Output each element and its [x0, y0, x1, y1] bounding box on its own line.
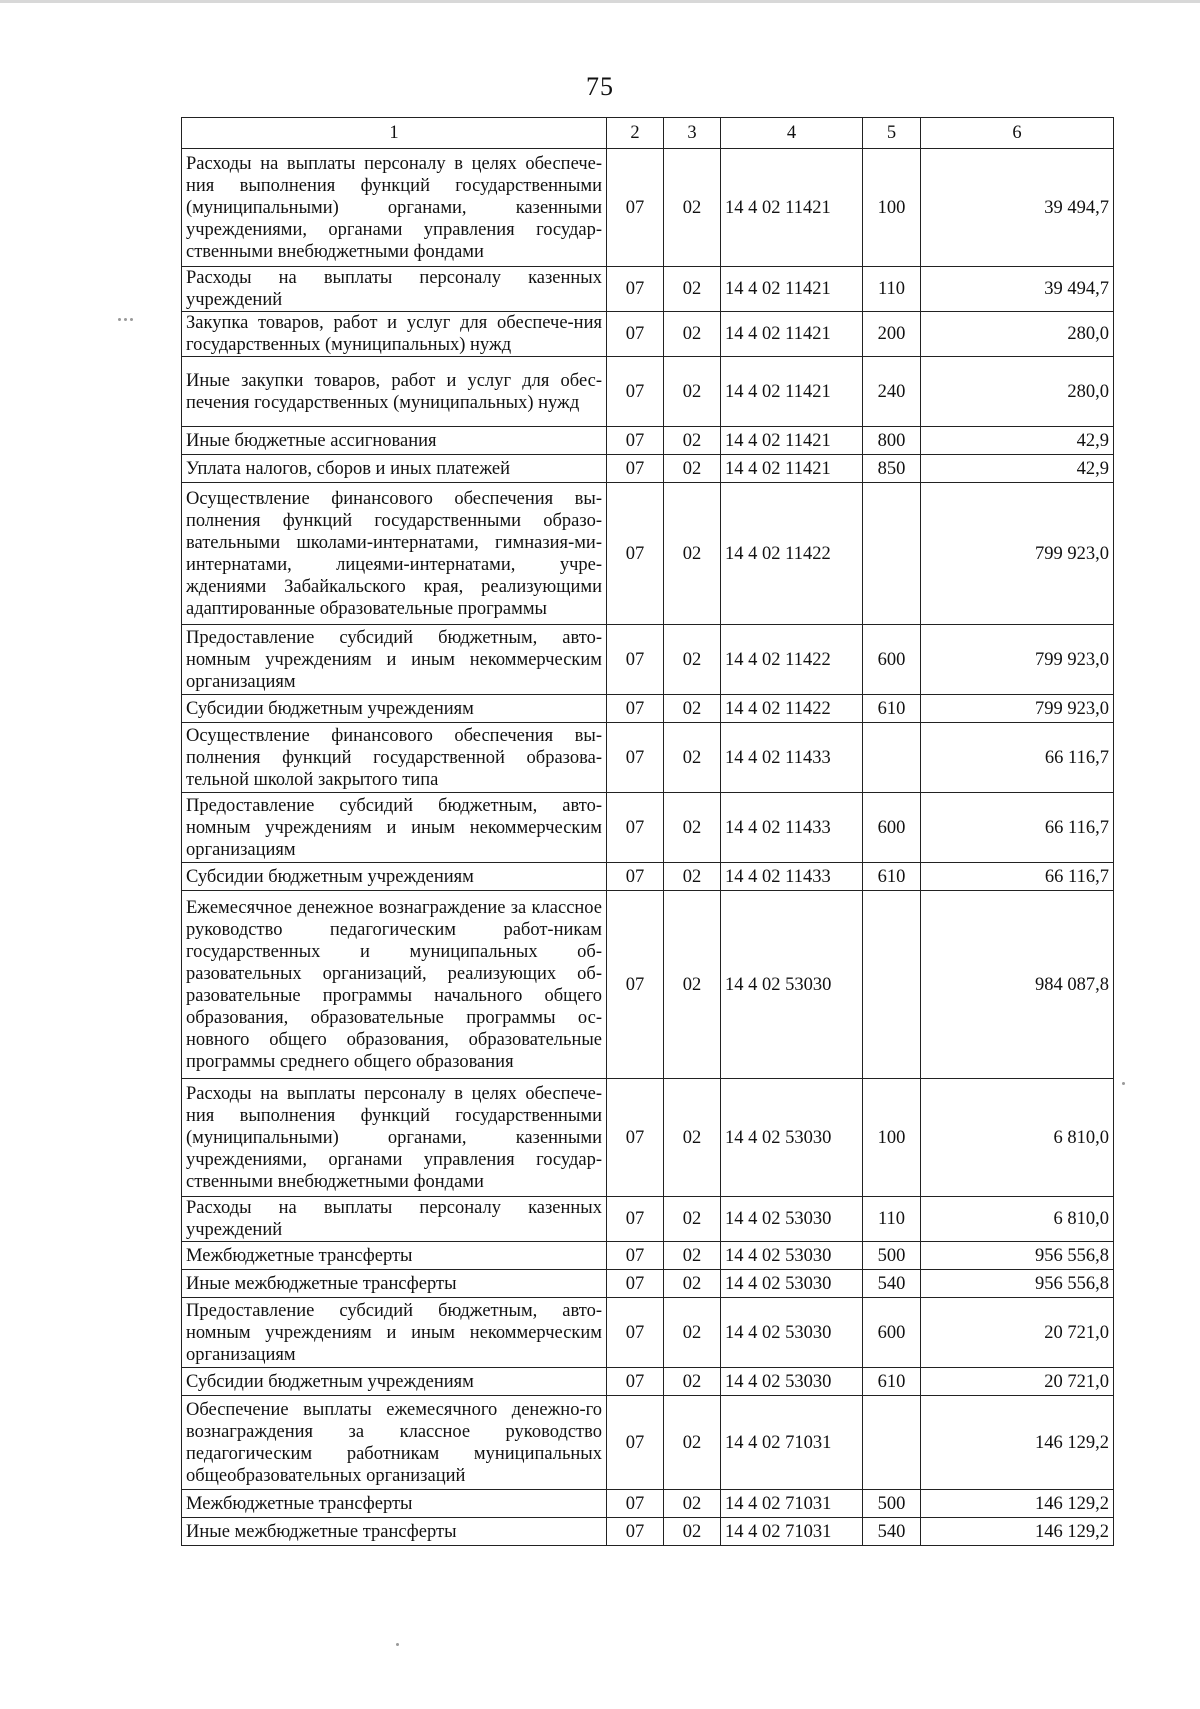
row-expense-type: 600 [863, 625, 921, 695]
row-target-article: 14 4 02 11433 [721, 793, 863, 863]
row-target-article: 14 4 02 11421 [721, 427, 863, 455]
row-expense-type: 110 [863, 1197, 921, 1242]
row-amount: 42,9 [921, 427, 1114, 455]
row-name: Иные закупки товаров, работ и услуг для обес-печения государственных (муниципальных) нужд [182, 357, 607, 427]
row-amount: 799 923,0 [921, 625, 1114, 695]
row-target-article: 14 4 02 11422 [721, 695, 863, 723]
row-expense-type: 600 [863, 1298, 921, 1368]
row-target-article: 14 4 02 11421 [721, 312, 863, 357]
row-section: 07 [607, 625, 664, 695]
header-col-6: 6 [921, 118, 1114, 149]
row-target-article: 14 4 02 11433 [721, 723, 863, 793]
table-row [182, 1518, 1114, 1546]
row-name: Предоставление субсидий бюджетным, авто-номным учреждениям и иным некоммерческим организациям [182, 625, 607, 695]
header-row [182, 118, 1114, 149]
row-name: Расходы на выплаты персоналу казенных учреждений [182, 267, 607, 312]
table-row [182, 891, 1114, 1079]
row-section: 07 [607, 793, 664, 863]
row-name: Осуществление финансового обеспечения вы-полнения функций государственной образова-тельной школой закрытого типа [182, 723, 607, 793]
row-subsection: 02 [664, 267, 721, 312]
row-subsection: 02 [664, 1197, 721, 1242]
table-row [182, 723, 1114, 793]
table-row [182, 863, 1114, 891]
row-amount: 66 116,7 [921, 723, 1114, 793]
header-col-4: 4 [721, 118, 863, 149]
row-subsection: 02 [664, 1368, 721, 1396]
row-section: 07 [607, 1270, 664, 1298]
row-target-article: 14 4 02 11422 [721, 625, 863, 695]
row-name: Межбюджетные трансферты [182, 1490, 607, 1518]
table-row [182, 1490, 1114, 1518]
table-row [182, 1298, 1114, 1368]
row-name: Обеспечение выплаты ежемесячного денежно-го вознаграждения за классное руководство педагогическим работникам муниципальных общеобразовательных организаций [182, 1396, 607, 1490]
table-row [182, 149, 1114, 267]
table-row [182, 1368, 1114, 1396]
table-row [182, 1396, 1114, 1490]
row-target-article: 14 4 02 53030 [721, 1298, 863, 1368]
table-row [182, 427, 1114, 455]
row-amount: 146 129,2 [921, 1518, 1114, 1546]
table-row [182, 455, 1114, 483]
row-target-article: 14 4 02 53030 [721, 1242, 863, 1270]
row-section: 07 [607, 1518, 664, 1546]
row-section: 07 [607, 723, 664, 793]
row-name: Субсидии бюджетным учреждениям [182, 863, 607, 891]
row-section: 07 [607, 1396, 664, 1490]
row-name: Расходы на выплаты персоналу казенных учреждений [182, 1197, 607, 1242]
table-row [182, 625, 1114, 695]
row-section: 07 [607, 1242, 664, 1270]
scan-speck [118, 318, 121, 321]
row-subsection: 02 [664, 793, 721, 863]
row-subsection: 02 [664, 455, 721, 483]
row-amount: 20 721,0 [921, 1298, 1114, 1368]
row-subsection: 02 [664, 357, 721, 427]
row-expense-type: 100 [863, 149, 921, 267]
header-col-2: 2 [607, 118, 664, 149]
row-target-article: 14 4 02 11433 [721, 863, 863, 891]
row-target-article: 14 4 02 11421 [721, 455, 863, 483]
row-name: Предоставление субсидий бюджетным, авто-номным учреждениям и иным некоммерческим организациям [182, 793, 607, 863]
header-col-5: 5 [863, 118, 921, 149]
row-subsection: 02 [664, 1270, 721, 1298]
table-row [182, 357, 1114, 427]
row-subsection: 02 [664, 1490, 721, 1518]
row-expense-type [863, 723, 921, 793]
row-subsection: 02 [664, 1242, 721, 1270]
row-target-article: 14 4 02 53030 [721, 1270, 863, 1298]
row-name: Иные бюджетные ассигнования [182, 427, 607, 455]
row-amount: 6 810,0 [921, 1079, 1114, 1197]
row-amount: 956 556,8 [921, 1270, 1114, 1298]
row-expense-type: 600 [863, 793, 921, 863]
row-section: 07 [607, 1197, 664, 1242]
row-expense-type: 500 [863, 1490, 921, 1518]
table-row [182, 267, 1114, 312]
table-header [182, 118, 1114, 149]
row-subsection: 02 [664, 723, 721, 793]
row-amount: 66 116,7 [921, 863, 1114, 891]
row-subsection: 02 [664, 1396, 721, 1490]
row-amount: 280,0 [921, 312, 1114, 357]
table-row [182, 695, 1114, 723]
row-subsection: 02 [664, 312, 721, 357]
row-expense-type [863, 1396, 921, 1490]
row-amount: 146 129,2 [921, 1490, 1114, 1518]
row-name: Расходы на выплаты персоналу в целях обеспече-ния выполнения функций государственными (муниципальными) органами, казенными учреждениями, органами управления государ-ственными внебюджетными фондами [182, 1079, 607, 1197]
row-name: Расходы на выплаты персоналу в целях обеспече-ния выполнения функций государственными (муниципальными) органами, казенными учреждениями, органами управления государ-ственными внебюджетными фондами [182, 149, 607, 267]
row-section: 07 [607, 312, 664, 357]
row-amount: 956 556,8 [921, 1242, 1114, 1270]
row-name: Ежемесячное денежное вознаграждение за классное руководство педагогическим работ-никам государственных и муниципальных об-разовательных организаций, реализующих об-разовательные программы начального общего образования, образовательные программы ос-новного общего образования, образовательные программы среднего общего образования [182, 891, 607, 1079]
row-expense-type: 800 [863, 427, 921, 455]
row-amount: 39 494,7 [921, 149, 1114, 267]
scan-speck [396, 1643, 399, 1646]
row-expense-type: 240 [863, 357, 921, 427]
row-target-article: 14 4 02 71031 [721, 1518, 863, 1546]
row-amount: 39 494,7 [921, 267, 1114, 312]
row-target-article: 14 4 02 71031 [721, 1490, 863, 1518]
row-name: Межбюджетные трансферты [182, 1242, 607, 1270]
table-row [182, 1079, 1114, 1197]
row-amount: 66 116,7 [921, 793, 1114, 863]
row-expense-type: 200 [863, 312, 921, 357]
row-target-article: 14 4 02 53030 [721, 1079, 863, 1197]
row-amount: 6 810,0 [921, 1197, 1114, 1242]
row-subsection: 02 [664, 695, 721, 723]
row-section: 07 [607, 1298, 664, 1368]
scan-speck [1122, 1082, 1125, 1085]
scan-speck [130, 318, 133, 321]
row-section: 07 [607, 455, 664, 483]
row-subsection: 02 [664, 891, 721, 1079]
row-target-article: 14 4 02 53030 [721, 891, 863, 1079]
row-target-article: 14 4 02 11421 [721, 357, 863, 427]
row-expense-type: 100 [863, 1079, 921, 1197]
table-row [182, 1270, 1114, 1298]
row-expense-type: 540 [863, 1518, 921, 1546]
budget-table [181, 117, 1114, 1546]
row-section: 07 [607, 891, 664, 1079]
row-expense-type: 850 [863, 455, 921, 483]
row-name: Иные межбюджетные трансферты [182, 1270, 607, 1298]
page-number: 75 [586, 72, 614, 101]
header-col-1: 1 [182, 118, 607, 149]
row-target-article: 14 4 02 11421 [721, 149, 863, 267]
row-expense-type: 610 [863, 1368, 921, 1396]
table-row [182, 1197, 1114, 1242]
row-expense-type: 110 [863, 267, 921, 312]
row-section: 07 [607, 357, 664, 427]
row-amount: 799 923,0 [921, 695, 1114, 723]
row-name: Предоставление субсидий бюджетным, авто-номным учреждениям и иным некоммерческим организациям [182, 1298, 607, 1368]
row-amount: 20 721,0 [921, 1368, 1114, 1396]
header-col-3: 3 [664, 118, 721, 149]
row-subsection: 02 [664, 1298, 721, 1368]
row-section: 07 [607, 427, 664, 455]
row-name: Субсидии бюджетным учреждениям [182, 1368, 607, 1396]
row-subsection: 02 [664, 149, 721, 267]
scan-speck [124, 318, 127, 321]
row-amount: 984 087,8 [921, 891, 1114, 1079]
row-subsection: 02 [664, 1079, 721, 1197]
row-name: Иные межбюджетные трансферты [182, 1518, 607, 1546]
row-expense-type [863, 483, 921, 625]
row-amount: 799 923,0 [921, 483, 1114, 625]
row-section: 07 [607, 1490, 664, 1518]
table-body [182, 149, 1114, 1546]
row-target-article: 14 4 02 11421 [721, 267, 863, 312]
table-row [182, 793, 1114, 863]
row-name: Осуществление финансового обеспечения вы-полнения функций государственными образо-вательными школами-интернатами, гимназия-ми-интернатами, лицеями-интернатами, учре-ждениями Забайкальского края, реализующими адаптированные образовательные программы [182, 483, 607, 625]
row-amount: 42,9 [921, 455, 1114, 483]
page-top-edge [0, 0, 1200, 3]
row-expense-type: 610 [863, 695, 921, 723]
row-subsection: 02 [664, 427, 721, 455]
row-target-article: 14 4 02 53030 [721, 1368, 863, 1396]
row-subsection: 02 [664, 625, 721, 695]
row-section: 07 [607, 1368, 664, 1396]
table-row [182, 483, 1114, 625]
row-subsection: 02 [664, 1518, 721, 1546]
table-row [182, 1242, 1114, 1270]
row-subsection: 02 [664, 863, 721, 891]
row-name: Уплата налогов, сборов и иных платежей [182, 455, 607, 483]
row-section: 07 [607, 863, 664, 891]
row-amount: 146 129,2 [921, 1396, 1114, 1490]
row-expense-type: 540 [863, 1270, 921, 1298]
row-target-article: 14 4 02 53030 [721, 1197, 863, 1242]
row-name: Субсидии бюджетным учреждениям [182, 695, 607, 723]
row-expense-type: 610 [863, 863, 921, 891]
table-row [182, 312, 1114, 357]
row-expense-type [863, 891, 921, 1079]
row-target-article: 14 4 02 71031 [721, 1396, 863, 1490]
row-subsection: 02 [664, 483, 721, 625]
row-section: 07 [607, 695, 664, 723]
row-section: 07 [607, 149, 664, 267]
row-section: 07 [607, 1079, 664, 1197]
row-section: 07 [607, 483, 664, 625]
row-amount: 280,0 [921, 357, 1114, 427]
row-section: 07 [607, 267, 664, 312]
row-expense-type: 500 [863, 1242, 921, 1270]
row-name: Закупка товаров, работ и услуг для обеспече-ния государственных (муниципальных) нужд [182, 312, 607, 357]
row-target-article: 14 4 02 11422 [721, 483, 863, 625]
